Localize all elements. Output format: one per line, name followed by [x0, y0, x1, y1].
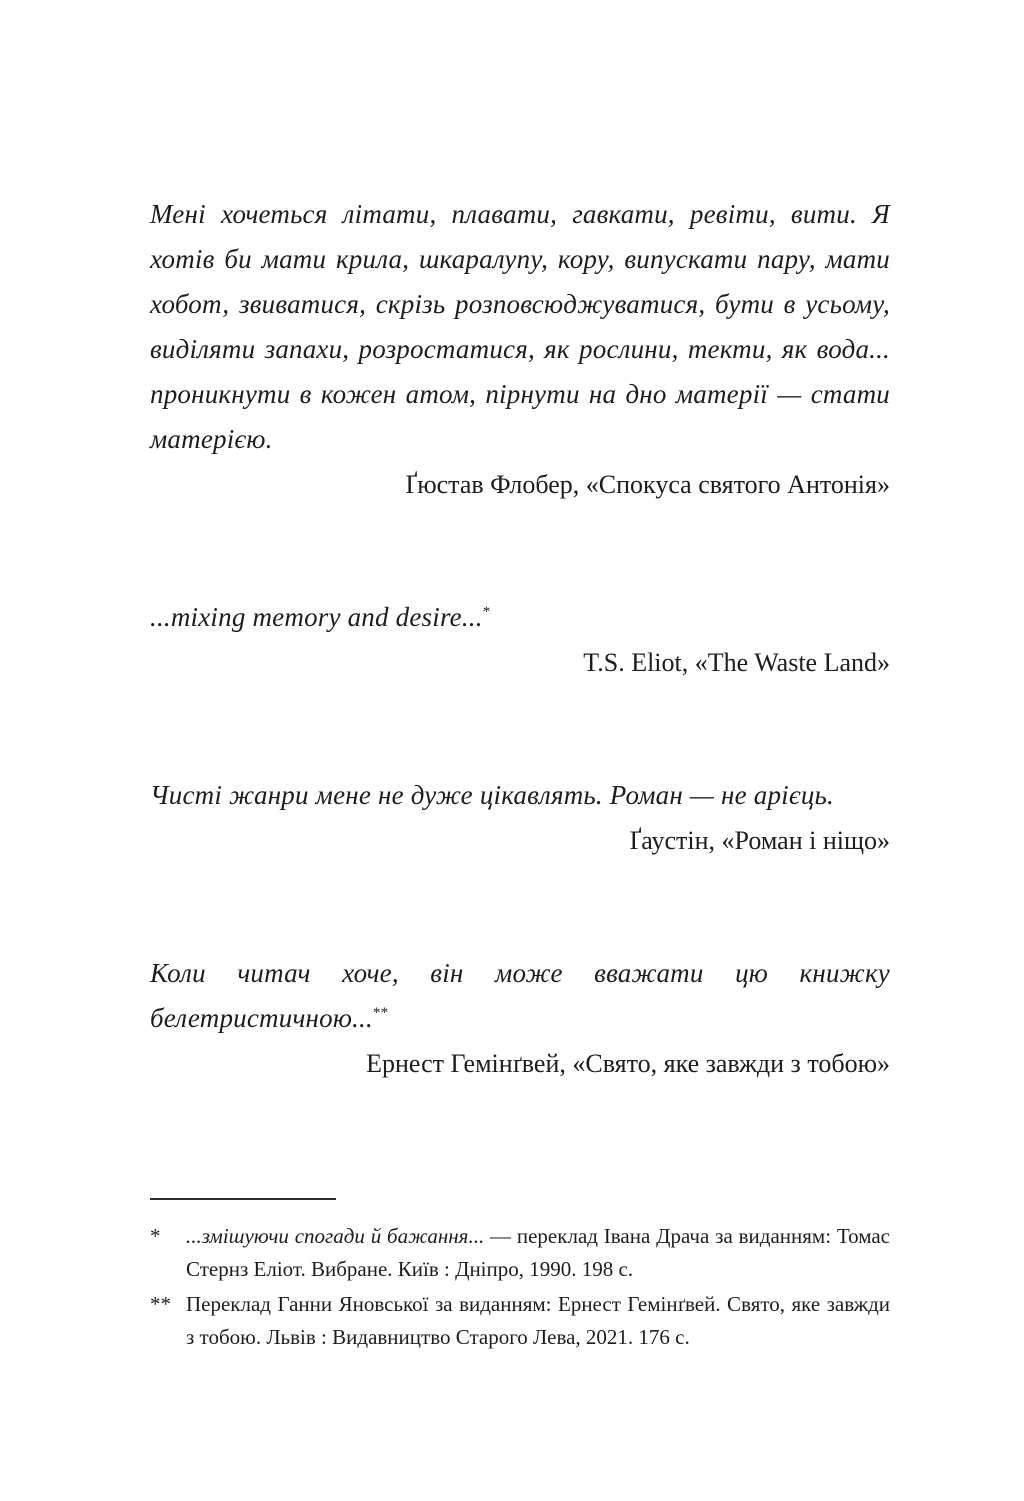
quote-text — [150, 595, 890, 640]
footnotes-section — [150, 1198, 890, 1354]
quote-body: Мені хочеться літати, плавати, гавкати, ревіти, вити. Я хотів би мати крила, шкаралупу, кору, випускати пару, мати хобот, звиватися, скрізь розповсюджуватися, бути в усьому, виділяти запахи, розростатися, як рослини, текти, як вода... проникнути в кожен атом, пірнути на дно матерії — стати матерією. — [150, 199, 890, 454]
footnote-divider — [150, 1198, 336, 1200]
footnote-body: — переклад Івана Драча за виданням: Томас Стернз Еліот. Вибране. Київ : Дніпро, 1990. 198 с. — [186, 1224, 891, 1281]
footnote-text — [186, 1220, 890, 1286]
footnote-item — [150, 1220, 890, 1286]
quote-body: Коли читач хоче, він може вважати цю книжку белетристичною... — [150, 958, 890, 1033]
footnote-marker: * — [482, 604, 491, 620]
footnote-item — [150, 1288, 890, 1354]
quote-body: Чисті жанри мене не дуже цікавлять. Роман — не арієць. — [150, 780, 834, 810]
quote-attribution: Ґюстав Флобер, «Спокуса святого Антонія» — [405, 470, 890, 499]
quote-text — [150, 773, 890, 818]
quote-text — [150, 951, 890, 1041]
epigraph-eliot — [150, 595, 890, 685]
epigraph-hemingway — [150, 951, 890, 1086]
footnote-body: Переклад Ганни Яновської за виданням: Ернест Гемінґвей. Свято, яке завжди з тобою. Львів : Видавництво Старого Лева, 2021. 176 с. — [186, 1292, 890, 1349]
quote-text — [150, 192, 890, 462]
epigraph-flaubert — [150, 192, 890, 507]
quote-attribution: Ґаустін, «Роман і ніщо» — [629, 826, 890, 855]
footnote-text — [186, 1288, 890, 1354]
footnote-marker: ** — [372, 1005, 389, 1021]
footnote-marker: ** — [150, 1292, 171, 1316]
quote-attribution: T.S. Eliot, «The Waste Land» — [583, 648, 890, 677]
quote-body: ...mixing memory and desire... — [150, 602, 483, 632]
epigraph-gaustin — [150, 773, 890, 863]
footnote-marker: * — [150, 1224, 161, 1248]
quote-attribution: Ернест Гемінґвей, «Свято, яке завжди з тобою» — [366, 1049, 890, 1078]
footnote-italic-part: ...змішуючи спогади й бажання... — [186, 1224, 485, 1248]
